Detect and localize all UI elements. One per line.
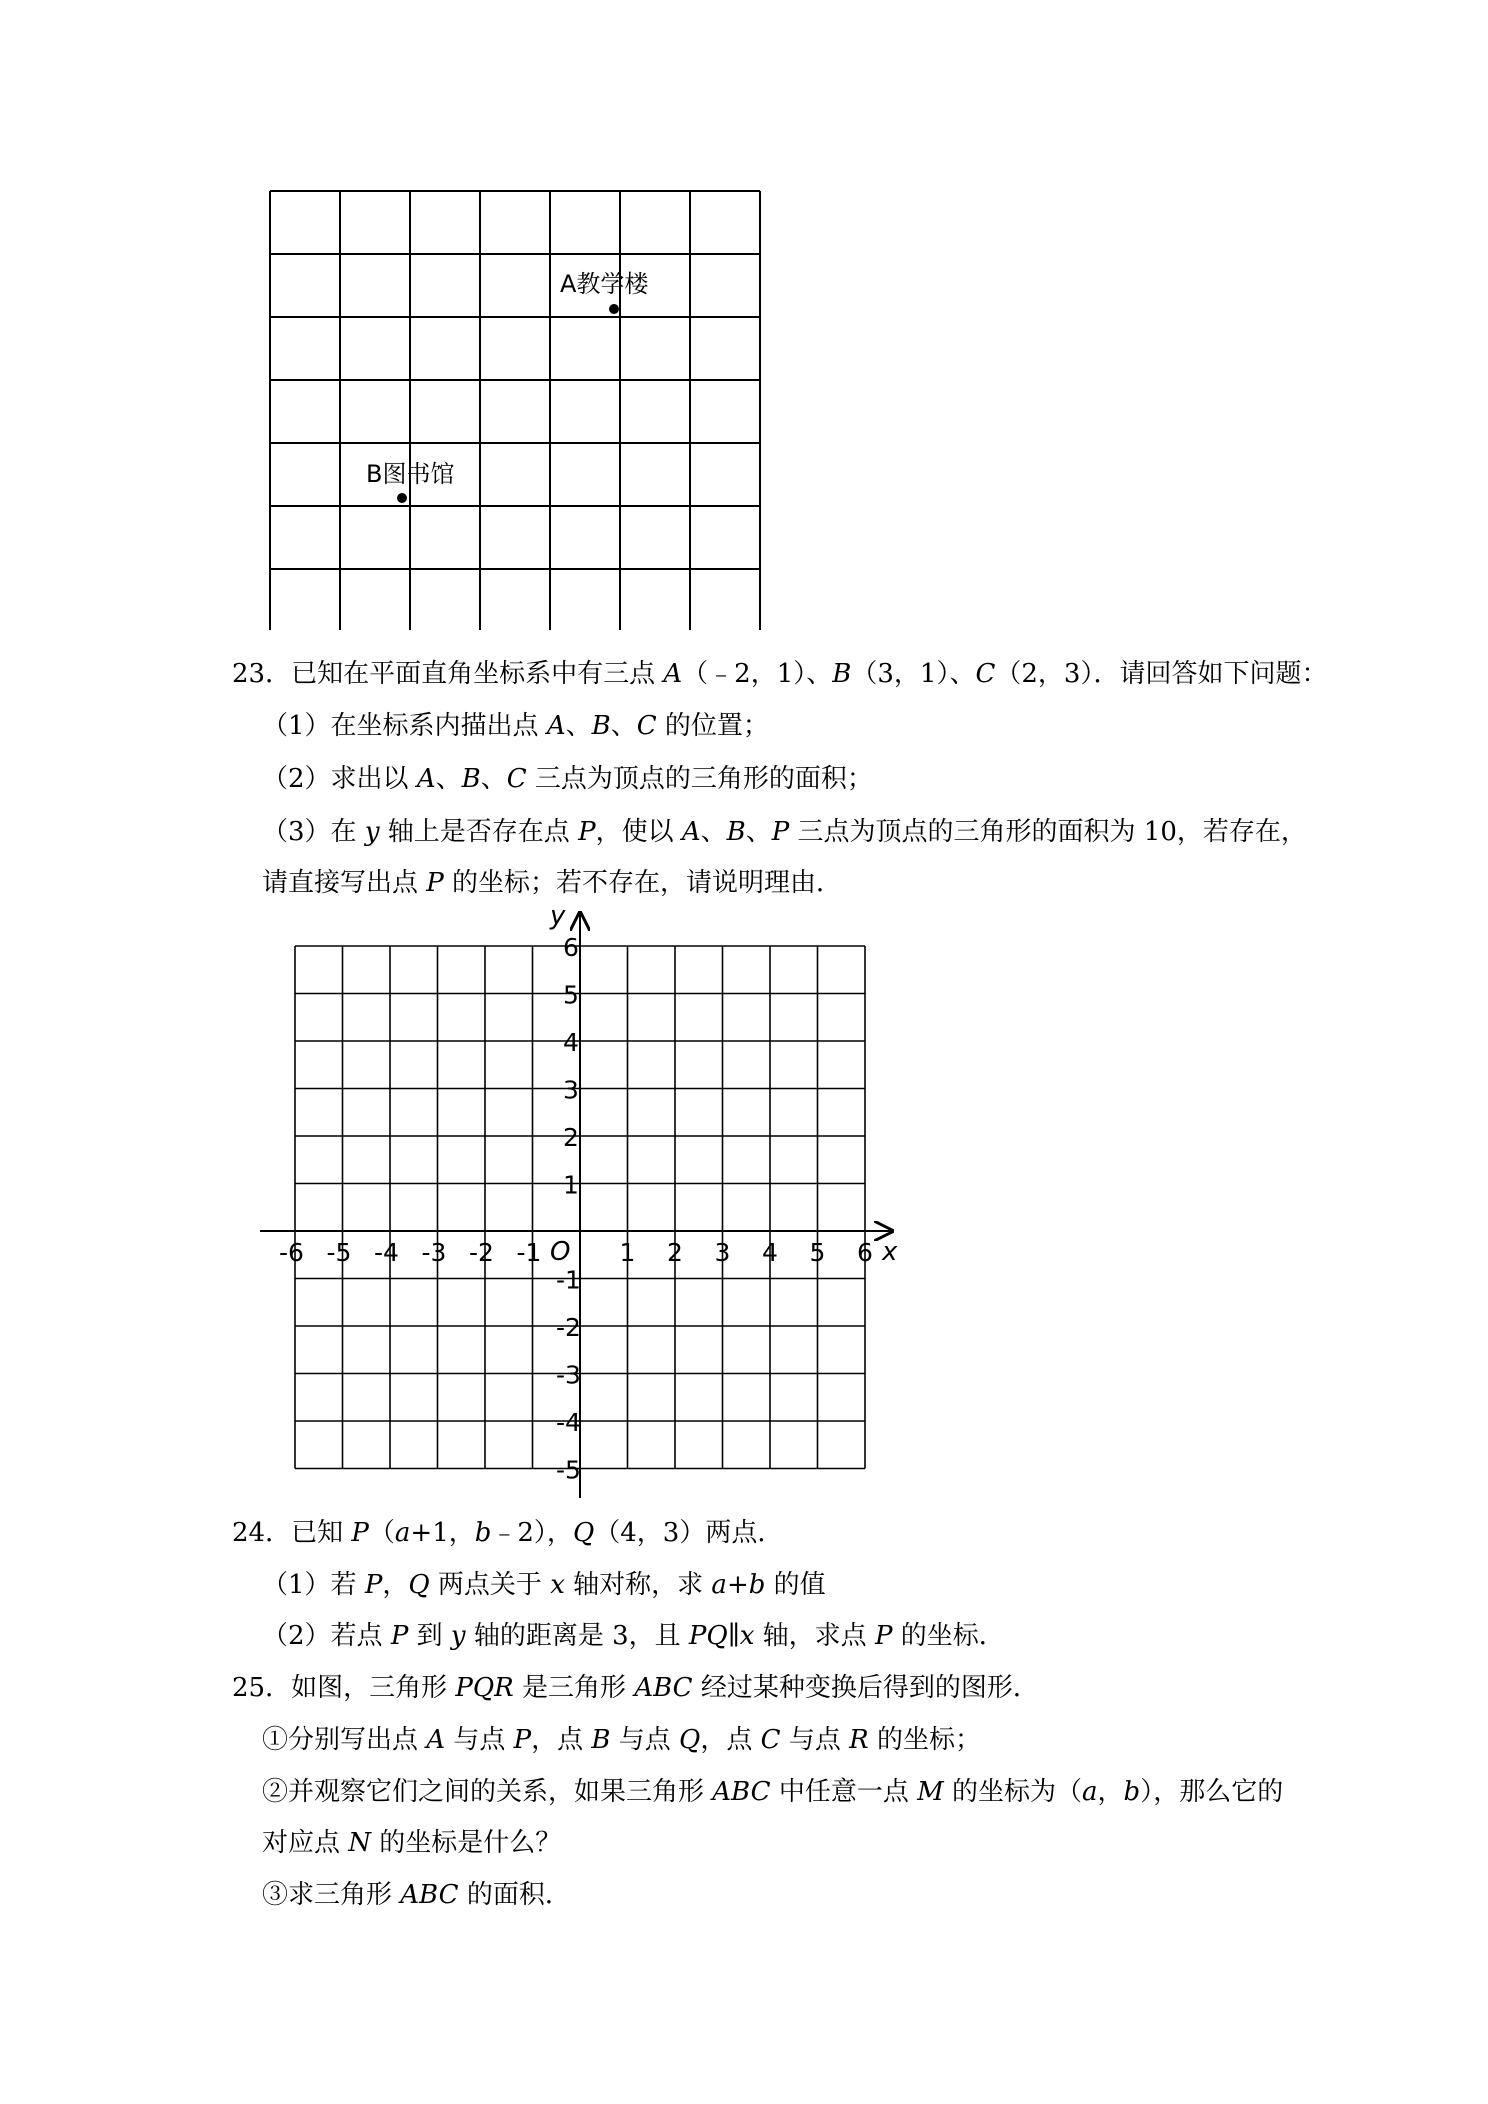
y-tick-label: 2: [563, 1123, 579, 1152]
x-tick-label: 1: [619, 1238, 636, 1267]
point-b-dot: [397, 493, 407, 503]
y-tick-label: -1: [556, 1265, 581, 1295]
y-tick-label: 6: [563, 933, 579, 962]
q24-part2: （2）若点 P 到 y 轴的距离是 3，且 PQ∥x 轴，求点 P 的坐标．: [262, 1621, 1005, 1651]
x-tick-label: 3: [714, 1238, 731, 1267]
x-axis-label: x: [882, 1237, 898, 1267]
q25-part2-line1: ②并观察它们之间的关系，如果三角形 ABC 中任意一点 M 的坐标为（a，b），那么它的: [262, 1777, 1284, 1807]
y-tick-label: -4: [556, 1408, 581, 1437]
point-b-label: B图书馆: [366, 460, 455, 488]
q23-part3-line1: （3）在 y 轴上是否存在点 P，使以 A、B、P 三点为顶点的三角形的面积为 10，若存在，: [262, 817, 1307, 847]
x-tick-labels: [279, 1238, 873, 1267]
map-grid: [270, 191, 760, 630]
y-tick-labels: [556, 933, 581, 1485]
y-tick-label: 5: [563, 980, 579, 1010]
y-tick-label: 3: [563, 1075, 579, 1105]
q25-stem: 25．如图，三角形 PQR 是三角形 ABC 经过某种变换后得到的图形．: [232, 1673, 1039, 1703]
q23-part2: （2）求出以 A、B、C 三点为顶点的三角形的面积；: [262, 764, 873, 794]
coordinate-grid-figure: [250, 900, 910, 1505]
x-tick-label: -1: [516, 1238, 542, 1267]
x-tick-label: -5: [326, 1238, 352, 1267]
y-tick-label: 1: [563, 1170, 579, 1200]
q25-part2-line2: 对应点 N 的坐标是什么？: [262, 1828, 562, 1858]
q23-stem: 23．已知在平面直角坐标系中有三点 A（﹣2，1）、B（3，1）、C（2，3）．请回答如下问题：: [232, 659, 1328, 689]
x-tick-label: -3: [421, 1238, 447, 1267]
x-tick-label: 5: [809, 1238, 826, 1267]
y-axis-label: y: [550, 901, 566, 931]
y-tick-label: -2: [556, 1313, 581, 1342]
campus-map-figure: [262, 185, 762, 630]
q25-part3: ③求三角形 ABC 的面积．: [262, 1880, 571, 1910]
x-tick-label: 2: [667, 1238, 683, 1267]
x-tick-label: -6: [279, 1238, 304, 1267]
x-tick-label: -2: [469, 1238, 494, 1267]
point-a-label: A教学楼: [560, 270, 649, 298]
origin-label: O: [550, 1237, 571, 1267]
point-a-dot: [609, 304, 619, 314]
x-tick-label: 4: [762, 1238, 778, 1267]
y-tick-label: -5: [556, 1455, 581, 1485]
q23-part3-line2: 请直接写出点 P 的坐标；若不存在，请说明理由．: [262, 868, 843, 898]
q24-stem: 24．已知 P（a+1，b﹣2），Q（4，3）两点．: [232, 1518, 784, 1548]
x-tick-label: 6: [857, 1238, 873, 1267]
q25-part1: ①分别写出点 A 与点 P，点 B 与点 Q，点 C 与点 R 的坐标；: [262, 1725, 981, 1755]
y-tick-label: -3: [556, 1360, 581, 1390]
x-tick-label: -4: [374, 1238, 399, 1267]
y-tick-label: 4: [563, 1028, 579, 1057]
q24-part1: （1）若 P，Q 两点关于 x 轴对称，求 a+b 的值: [262, 1570, 826, 1600]
q23-part1: （1）在坐标系内描出点 A、B、C 的位置；: [262, 711, 769, 741]
